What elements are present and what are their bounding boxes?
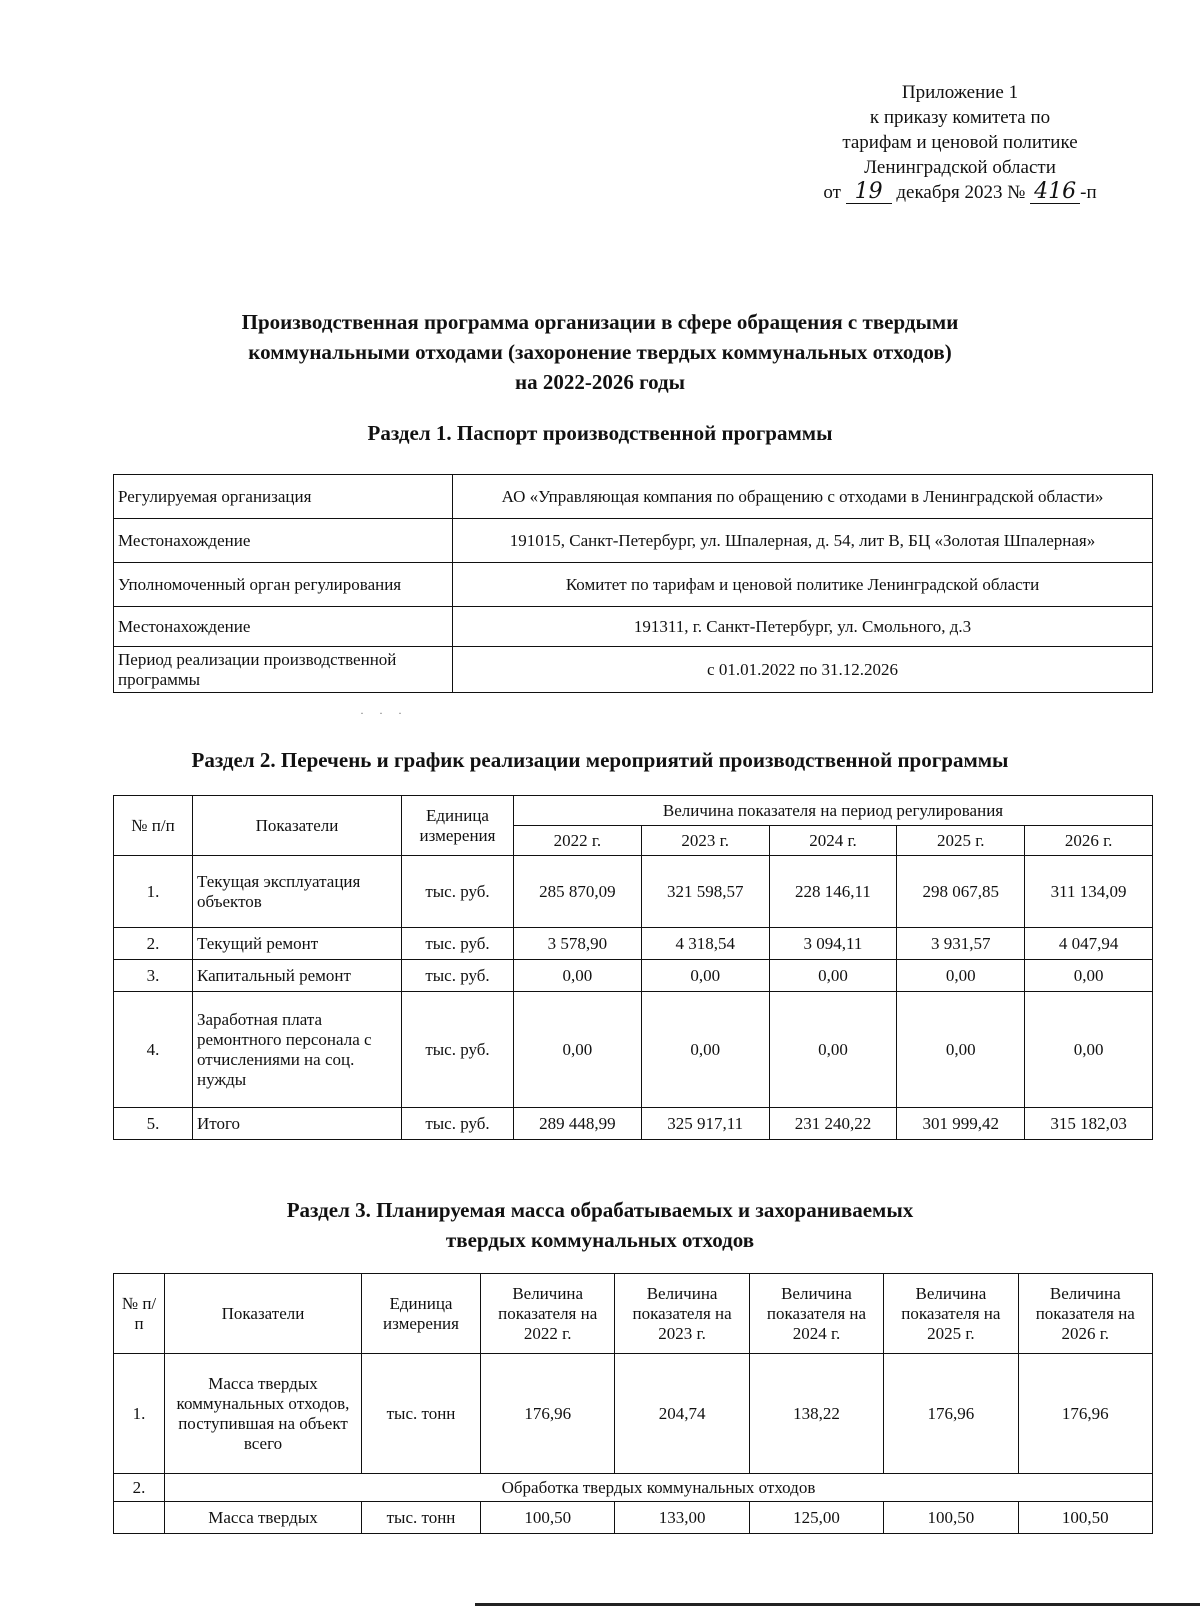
- row-indicator: Текущий ремонт: [193, 928, 402, 960]
- row-indicator: Масса твердых: [165, 1502, 362, 1534]
- scan-specks: · · ·: [360, 706, 408, 720]
- row-value: 285 870,09: [514, 856, 642, 928]
- row-unit: тыс. тонн: [362, 1502, 481, 1534]
- row-value: 311 134,09: [1025, 856, 1153, 928]
- order-day-handwritten: 19: [846, 181, 892, 204]
- row-indicator: Итого: [193, 1108, 402, 1140]
- row-value: 133,00: [615, 1502, 749, 1534]
- table-row: [114, 1502, 1153, 1534]
- row-unit: тыс. руб.: [402, 992, 514, 1108]
- table-row: [114, 607, 1153, 647]
- row-value: 138,22: [749, 1354, 883, 1474]
- appendix-line-1: Приложение 1: [901, 82, 1019, 103]
- row-unit: тыс. руб.: [402, 960, 514, 992]
- row-value: 0,00: [897, 992, 1025, 1108]
- passport-label: Местонахождение: [114, 607, 453, 647]
- schedule-table: [113, 795, 1153, 1140]
- table-row: [114, 475, 1153, 519]
- order-number-handwritten: 416: [1030, 181, 1080, 204]
- row-unit: тыс. руб.: [402, 1108, 514, 1140]
- row-value: 100,50: [1018, 1502, 1152, 1534]
- row-num: 1.: [114, 1354, 165, 1474]
- table-row: [114, 1474, 1153, 1502]
- appendix-line-2: к приказу комитета по: [869, 107, 1051, 128]
- row-value: 100,50: [884, 1502, 1018, 1534]
- row-num: 1.: [114, 856, 193, 928]
- col-header-value: Величина показателя на 2022 г.: [481, 1274, 615, 1354]
- appendix-line-4: Ленинградской области: [864, 157, 1056, 178]
- row-value: 3 578,90: [514, 928, 642, 960]
- row-num: [114, 1502, 165, 1534]
- passport-label: Местонахождение: [114, 519, 453, 563]
- col-header-indicator: Показатели: [165, 1274, 362, 1354]
- row-value: 231 240,22: [769, 1108, 897, 1140]
- col-header-value: Величина показателя на 2026 г.: [1018, 1274, 1152, 1354]
- bottom-rule: [475, 1603, 1200, 1606]
- row-unit: тыс. руб.: [402, 856, 514, 928]
- col-header-unit: Единица измерения: [362, 1274, 481, 1354]
- row-unit: тыс. тонн: [362, 1354, 481, 1474]
- row-value: 0,00: [641, 960, 769, 992]
- row-unit: тыс. руб.: [402, 928, 514, 960]
- section3-heading-line-1: Раздел 3. Планируемая масса обрабатываемых и захораниваемых: [286, 1198, 914, 1222]
- row-value: 0,00: [1025, 992, 1153, 1108]
- row-value: 176,96: [481, 1354, 615, 1474]
- title-line-2: коммунальными отходами (захоронение твердых коммунальных отходов): [248, 340, 952, 364]
- row-value: 228 146,11: [769, 856, 897, 928]
- section1-heading: Раздел 1. Паспорт производственной программы: [367, 421, 833, 445]
- passport-value: Комитет по тарифам и ценовой политике Ленинградской области: [453, 563, 1153, 607]
- col-header-year: 2023 г.: [641, 826, 769, 856]
- passport-value: 191015, Санкт-Петербург, ул. Шпалерная, д. 54, лит В, БЦ «Золотая Шпалерная»: [453, 519, 1153, 563]
- passport-table: [113, 474, 1153, 693]
- row-value: 301 999,42: [897, 1108, 1025, 1140]
- col-header-year: 2025 г.: [897, 826, 1025, 856]
- row-value: 204,74: [615, 1354, 749, 1474]
- row-num: 4.: [114, 992, 193, 1108]
- col-header-period: Величина показателя на период регулирования: [514, 796, 1153, 826]
- passport-value: 191311, г. Санкт-Петербург, ул. Смольного, д.3: [453, 607, 1153, 647]
- table-header-row: [114, 1274, 1153, 1354]
- row-value: 289 448,99: [514, 1108, 642, 1140]
- order-suffix: -п: [1080, 182, 1097, 203]
- table-row: [114, 519, 1153, 563]
- passport-label: Период реализации производственной программы: [114, 647, 453, 693]
- row-value: 0,00: [769, 992, 897, 1108]
- col-header-value: Величина показателя на 2024 г.: [749, 1274, 883, 1354]
- col-header-unit: Единица измерения: [402, 796, 514, 856]
- col-header-year: 2024 г.: [769, 826, 897, 856]
- passport-label: Регулируемая организация: [114, 475, 453, 519]
- row-value: 176,96: [884, 1354, 1018, 1474]
- row-indicator: Масса твердых коммунальных отходов, поступившая на объект всего: [165, 1354, 362, 1474]
- row-value: 0,00: [514, 960, 642, 992]
- table-row: [114, 992, 1153, 1108]
- row-value: 3 931,57: [897, 928, 1025, 960]
- col-header-value: Величина показателя на 2023 г.: [615, 1274, 749, 1354]
- row-value: 315 182,03: [1025, 1108, 1153, 1140]
- section3-heading-line-2: твердых коммунальных отходов: [445, 1228, 755, 1252]
- table-header-row: [114, 796, 1153, 826]
- row-value: 4 318,54: [641, 928, 769, 960]
- passport-label: Уполномоченный орган регулирования: [114, 563, 453, 607]
- row-value: 4 047,94: [1025, 928, 1153, 960]
- row-value: 176,96: [1018, 1354, 1152, 1474]
- order-month-year: декабря 2023 №: [896, 182, 1026, 203]
- row-value: 125,00: [749, 1502, 883, 1534]
- row-indicator: Заработная плата ремонтного персонала с отчислениями на соц. нужды: [193, 992, 402, 1108]
- row-num: 2.: [114, 928, 193, 960]
- row-num: 5.: [114, 1108, 193, 1140]
- section2-heading: Раздел 2. Перечень и график реализации мероприятий производственной программы: [191, 748, 1009, 772]
- passport-value: с 01.01.2022 по 31.12.2026: [453, 647, 1153, 693]
- row-value: 298 067,85: [897, 856, 1025, 928]
- row-value: 0,00: [1025, 960, 1153, 992]
- col-header-num: № п/п: [114, 1274, 165, 1354]
- row-value: 100,50: [481, 1502, 615, 1534]
- row-value: 0,00: [897, 960, 1025, 992]
- table-row: [114, 1354, 1153, 1474]
- passport-value: АО «Управляющая компания по обращению с отходами в Ленинградской области»: [453, 475, 1153, 519]
- section3-heading: [100, 1195, 1100, 1255]
- col-header-value: Величина показателя на 2025 г.: [884, 1274, 1018, 1354]
- row-span-heading: Обработка твердых коммунальных отходов: [165, 1474, 1153, 1502]
- row-value: 0,00: [514, 992, 642, 1108]
- row-value: 3 094,11: [769, 928, 897, 960]
- row-num: 3.: [114, 960, 193, 992]
- table-row: [114, 960, 1153, 992]
- waste-mass-table: [113, 1273, 1153, 1534]
- appendix-header: [760, 80, 1160, 205]
- col-header-year: 2022 г.: [514, 826, 642, 856]
- table-row: [114, 1108, 1153, 1140]
- table-row: [114, 856, 1153, 928]
- row-indicator: Текущая эксплуатация объектов: [193, 856, 402, 928]
- row-indicator: Капитальный ремонт: [193, 960, 402, 992]
- table-row: [114, 563, 1153, 607]
- title-line-1: Производственная программа организации в сфере обращения с твердыми: [241, 310, 959, 334]
- table-row: [114, 647, 1153, 693]
- col-header-year: 2026 г.: [1025, 826, 1153, 856]
- row-value: 0,00: [641, 992, 769, 1108]
- col-header-num: № п/п: [114, 796, 193, 856]
- row-value: 325 917,11: [641, 1108, 769, 1140]
- order-date-line: [760, 180, 1160, 205]
- appendix-line-3: тарифам и ценовой политике: [842, 132, 1078, 153]
- row-value: 321 598,57: [641, 856, 769, 928]
- document-title: [100, 307, 1100, 397]
- table-row: [114, 928, 1153, 960]
- date-prefix: от: [823, 182, 841, 203]
- row-value: 0,00: [769, 960, 897, 992]
- col-header-indicator: Показатели: [193, 796, 402, 856]
- title-line-3: на 2022-2026 годы: [514, 370, 686, 394]
- row-num: 2.: [114, 1474, 165, 1502]
